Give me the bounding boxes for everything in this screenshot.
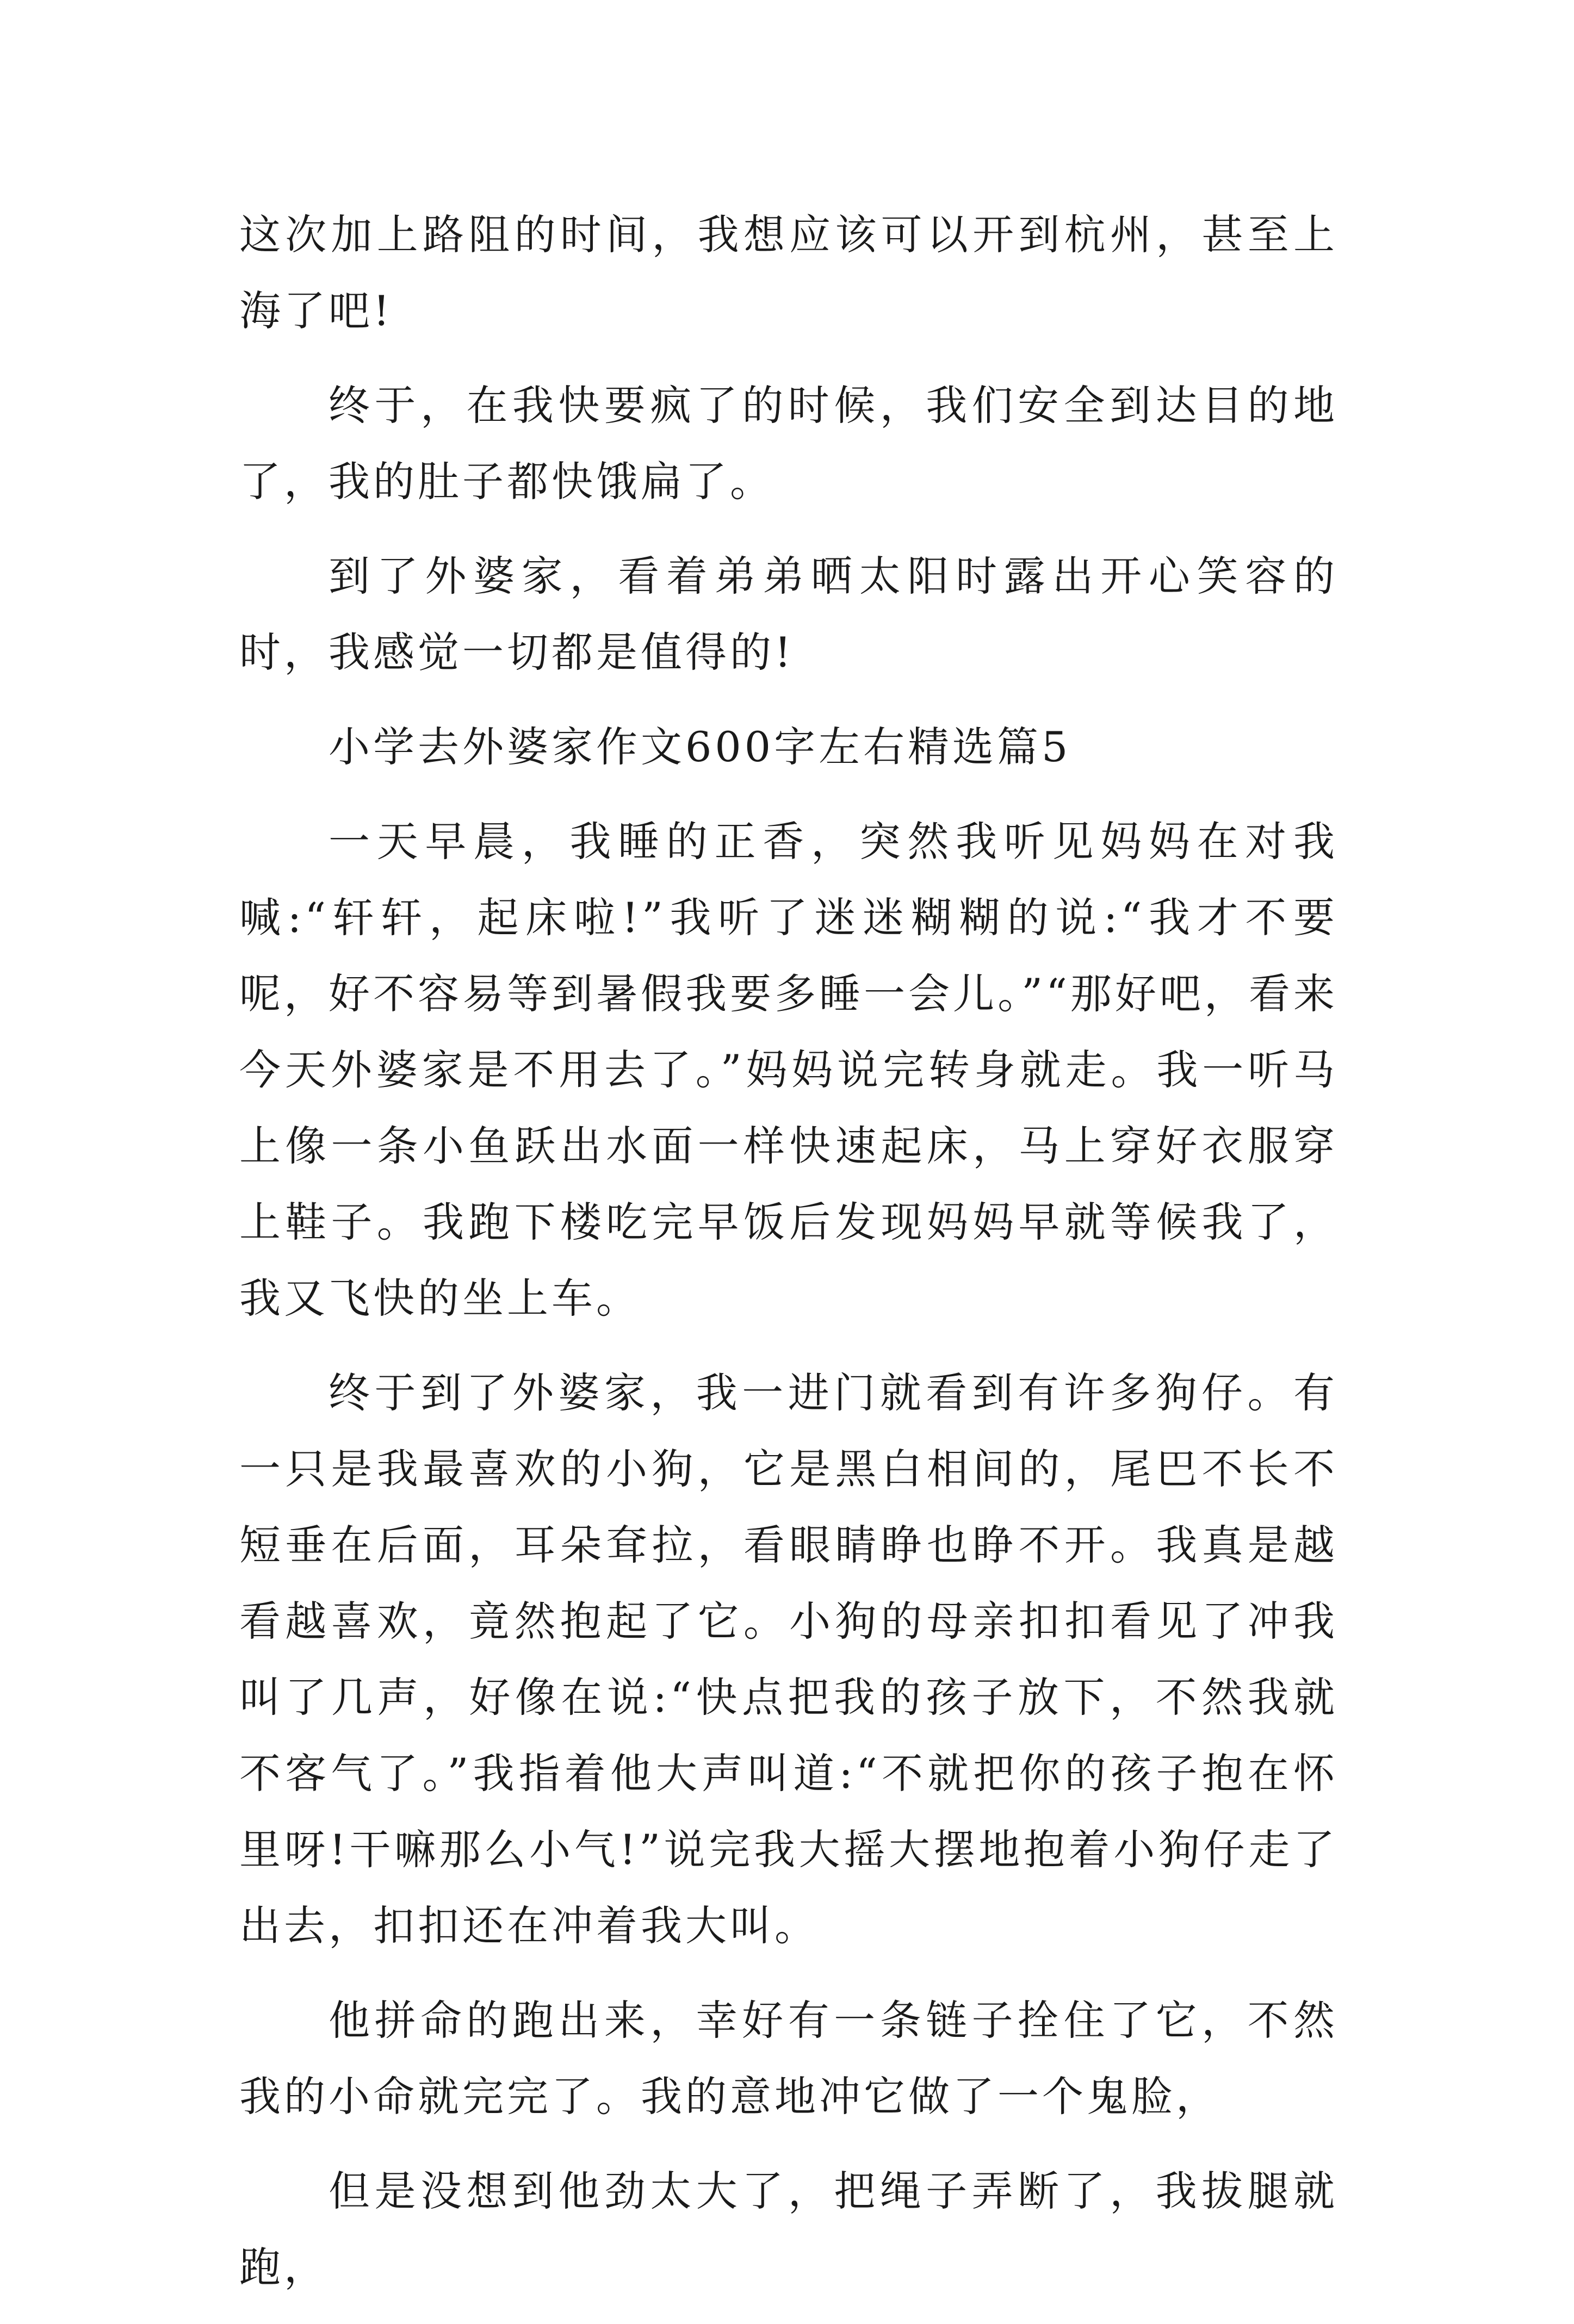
paragraph-continuation: 这次加上路阻的时间，我想应该可以开到杭州，甚至上海了吧! [239, 210, 1338, 335]
document-body [239, 197, 1338, 2324]
paragraph: 但是没想到他劲太大了，把绳子弄断了，我拔腿就跑， [239, 2167, 1338, 2291]
paragraph: 他拼命的跑出来，幸好有一条链子拴住了它，不然我的小命就完完了。我的意地冲它做了一个鬼脸， [239, 1996, 1338, 2121]
section-heading: 小学去外婆家作文600字左右精选篇5 [329, 723, 1071, 771]
paragraph: 终于，在我快要疯了的时候，我们安全到达目的地了，我的肚子都快饿扁了。 [239, 381, 1338, 506]
paragraph: 终于到了外婆家，我一进门就看到有许多狗仔。有一只是我最喜欢的小狗，它是黑白相间的，尾巴不长不短垂在后面，耳朵耷拉，看眼睛睁也睁不开。我真是越看越喜欢，竟然抱起了它。小狗的母亲扣扣看见了冲我叫了几声，好像在说:“快点把我的孩子放下，不然我就不客气了。”我指着他大声叫道:“不就把你的孩子抱在怀里呀!干嘛那么小气!”说完我大摇大摆地抱着小狗仔走了出去，扣扣还在冲着我大叫。 [239, 1369, 1338, 1950]
paragraph: 一天早晨，我睡的正香，突然我听见妈妈在对我喊:“轩轩，起床啦!”我听了迷迷糊糊的说:“我才不要呢，好不容易等到暑假我要多睡一会儿。”“那好吧，看来今天外婆家是不用去了。”妈妈说完转身就走。我一听马上像一条小鱼跃出水面一样快速起床，马上穿好衣服穿上鞋子。我跑下楼吃完早饭后发现妈妈早就等候我了，我又飞快的坐上车。 [239, 817, 1338, 1322]
paragraph: 到了外婆家，看着弟弟晒太阳时露出开心笑容的时，我感觉一切都是值得的! [239, 552, 1338, 676]
